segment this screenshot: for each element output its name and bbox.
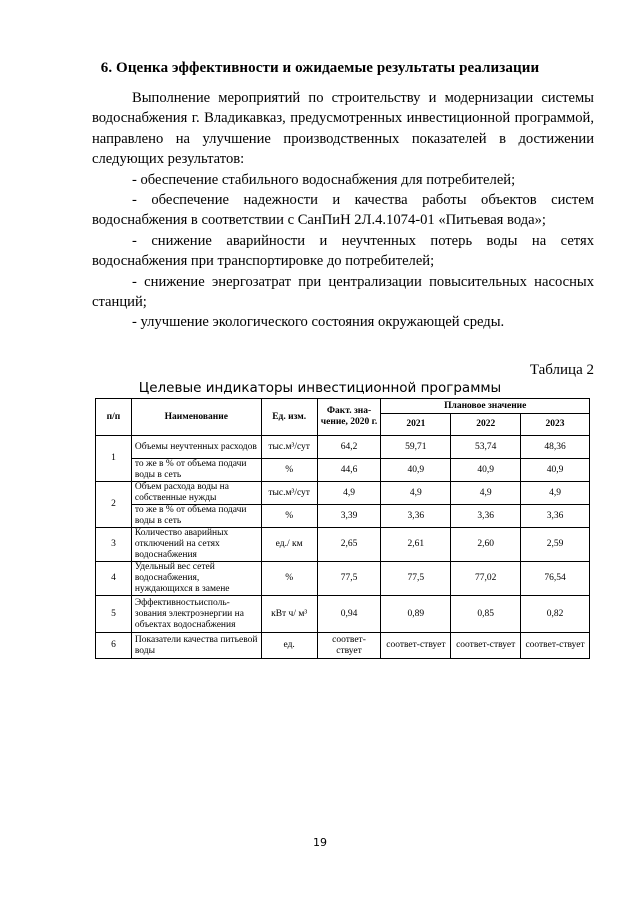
cell-fact: соответ-ствует [317,633,381,659]
cell-name: Эффективностьисполь-зования электроэнергии на объектах водоснабжения [131,596,261,633]
table-row [96,436,590,459]
cell-2022: 77,02 [451,562,521,596]
cell-2021: 40,9 [381,459,451,482]
cell-name: то же в % от объема подачи воды в сеть [131,505,261,528]
cell-2022: 40,9 [451,459,521,482]
header-year-2021: 2021 [381,414,451,436]
cell-name: Количество аварийных отключений на сетях водоснабжения [131,528,261,562]
cell-fact: 0,94 [317,596,381,633]
bullet-item: - снижение энергозатрат при централизации повысительных насосных станций; [92,273,594,311]
cell-unit: ед./ км [261,528,317,562]
header-unit: Ед. изм. [261,399,317,436]
header-planned: Плановое значение [381,399,590,414]
cell-2023: 40,9 [521,459,590,482]
header-num: п/п [96,399,132,436]
cell-fact: 44,6 [317,459,381,482]
header-fact: Факт. зна-чение, 2020 г. [317,399,381,436]
cell-fact: 64,2 [317,436,381,459]
cell-2023: 3,36 [521,505,590,528]
cell-2022: 0,85 [451,596,521,633]
cell-2021: 59,71 [381,436,451,459]
cell-unit: % [261,505,317,528]
section-body [92,88,594,333]
cell-unit: тыс.м³/сут [261,482,317,505]
table-title: Целевые индикаторы инвестиционной программы [138,380,502,396]
cell-2022: 3,36 [451,505,521,528]
cell-2021: 2,61 [381,528,451,562]
intro-paragraph: Выполнение мероприятий по строительству и модернизации системы водоснабжения г. Владикавказ, предусмотренных инвестиционной программой, направлено на улучшение производственных показателей в достижении следующих результатов: [92,90,594,168]
cell-fact: 4,9 [317,482,381,505]
cell-name: то же в % от объема подачи воды в сеть [131,459,261,482]
cell-2022: 53,74 [451,436,521,459]
cell-2022: 2,60 [451,528,521,562]
table-row [96,482,590,505]
table-row [96,528,590,562]
cell-unit: тыс.м³/сут [261,436,317,459]
cell-2021: 4,9 [381,482,451,505]
cell-2023: соответ-ствует [521,633,590,659]
header-year-2022: 2022 [451,414,521,436]
cell-num: 2 [96,482,132,528]
table-row [96,562,590,596]
cell-name: Объем расхода воды на собственные нужды [131,482,261,505]
bullet-item: - улучшение экологического состояния окружающей среды. [132,314,505,331]
cell-2023: 0,82 [521,596,590,633]
header-name: Наименование [131,399,261,436]
cell-2022: соответ-ствует [451,633,521,659]
cell-unit: % [261,562,317,596]
cell-num: 4 [96,562,132,596]
cell-num: 5 [96,596,132,633]
cell-2023: 76,54 [521,562,590,596]
cell-2023: 2,59 [521,528,590,562]
cell-2023: 48,36 [521,436,590,459]
cell-num: 1 [96,436,132,482]
table-row [96,505,590,528]
cell-fact: 3,39 [317,505,381,528]
table-row [96,596,590,633]
cell-2022: 4,9 [451,482,521,505]
cell-2021: соответ-ствует [381,633,451,659]
section-heading: 6. Оценка эффективности и ожидаемые результаты реализации [100,60,540,76]
cell-unit: % [261,459,317,482]
page-number: 19 [313,836,327,849]
cell-2021: 3,36 [381,505,451,528]
cell-unit: кВт ч/ м³ [261,596,317,633]
bullet-item: - обеспечение надежности и качества работы объектов систем водоснабжения в соответствии с СанПиН 2Л.4.1074-01 «Питьевая вода»; [92,192,594,229]
table-number-label: Таблица 2 [529,362,594,378]
cell-name: Объемы неучтенных расходов [131,436,261,459]
table-row [96,633,590,659]
indicators-table [95,398,590,659]
cell-2021: 0,89 [381,596,451,633]
bullet-item: - снижение аварийности и неучтенных потерь воды на сетях водоснабжения при транспортировке до потребителей; [92,232,594,270]
cell-num: 6 [96,633,132,659]
header-year-2023: 2023 [521,414,590,436]
table-row [96,459,590,482]
cell-name: Удельный вес сетей водоснабжения, нуждающихся в замене [131,562,261,596]
cell-num: 3 [96,528,132,562]
cell-name: Показатели качества питьевой воды [131,633,261,659]
cell-unit: ед. [261,633,317,659]
cell-fact: 2,65 [317,528,381,562]
cell-fact: 77,5 [317,562,381,596]
cell-2023: 4,9 [521,482,590,505]
bullet-item: - обеспечение стабильного водоснабжения для потребителей; [132,171,516,188]
cell-2021: 77,5 [381,562,451,596]
